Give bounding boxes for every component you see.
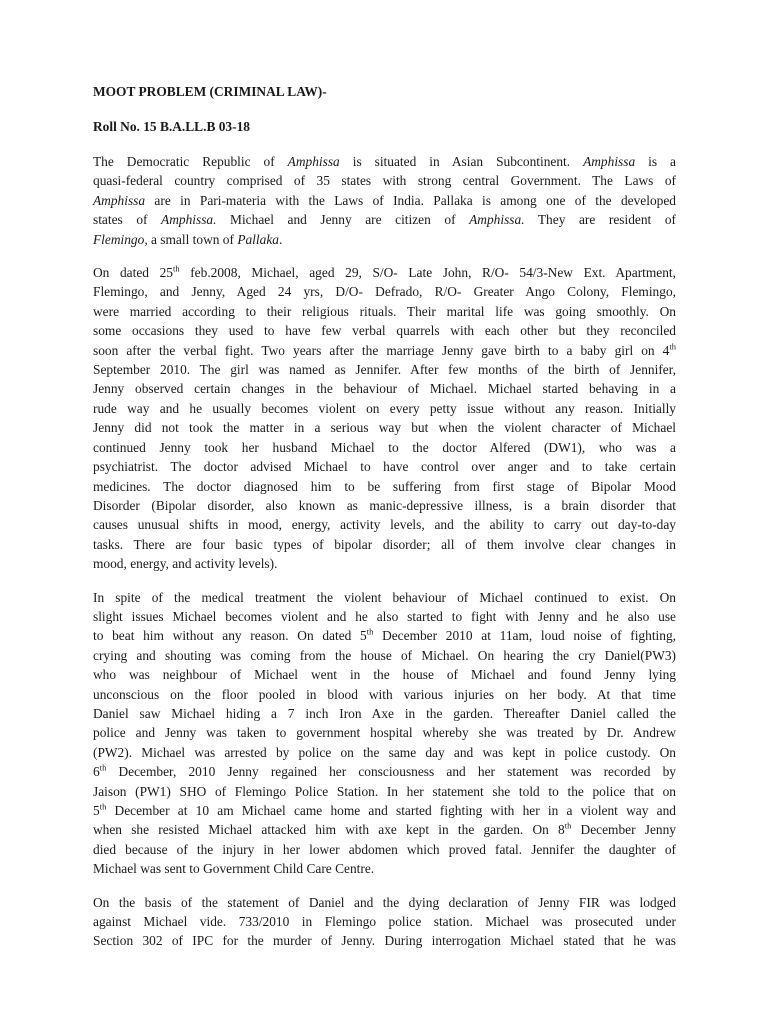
text-run: slight issues Michael becomes violent and he also started to fight with Jenny and he also use (93, 608, 676, 624)
text-line (93, 665, 676, 684)
ordinal-superscript: th (366, 626, 374, 637)
text-run: when she resisted Michael attacked him with axe kept in the garden. On 8 (93, 822, 565, 838)
text-line (93, 704, 676, 723)
text-line (93, 230, 676, 249)
text-line (93, 302, 676, 321)
italic-term: Pallaka (237, 231, 279, 247)
text-line (93, 801, 676, 820)
text-run: died because of the injury in her lower abdomen which proved fatal. Jennifer the daughter of (93, 841, 676, 857)
text-line (93, 191, 676, 210)
text-run: police and Jenny was taken to government hospital whereby she was treated by Dr. Andrew (93, 725, 676, 741)
text-run: On dated 25 (93, 265, 173, 281)
text-run: On the basis of the statement of Daniel and the dying declaration of Jenny FIR was lodged (93, 894, 676, 910)
text-run: Flemingo, and Jenny, Aged 24 yrs, D/O- Defrado, R/O- Greater Ango Colony, Flemingo, (93, 284, 676, 300)
text-run: to beat him without any reason. On dated 5 (93, 628, 367, 644)
text-run: are in Pari-materia with the Laws of India. Pallaka is among one of the developed (145, 192, 676, 208)
text-run: December, 2010 Jenny regained her consciousness and her statement was recorded by (106, 764, 676, 780)
text-run: is situated in Asian Subcontinent. (339, 154, 584, 169)
roll-number: Roll No. 15 B.A.LL.B 03-18 (93, 119, 250, 134)
text-run: Daniel saw Michael hiding a 7 inch Iron Axe in the garden. Thereafter Daniel called the (93, 705, 676, 721)
text-run: . (278, 231, 283, 247)
text-line (93, 893, 676, 912)
text-run: some occasions they used to have few verbal quarrels with each other but they reconciled (93, 323, 676, 339)
text-run: tasks. There are four basic types of bipolar disorder; all of them involve clear changes in (93, 536, 676, 552)
text-run: Jenny did not took the matter in a serious way but when the violent character of Michael (93, 420, 676, 436)
text-line (93, 782, 676, 801)
ordinal-superscript: th (99, 801, 107, 812)
text-run: medicines. The doctor diagnosed him to be suffering from first stage of Bipolar Mood (93, 478, 676, 494)
text-run: crying and shouting was coming from the house of Michael. On hearing the cry Daniel(PW3) (93, 647, 676, 663)
text-line (93, 607, 676, 626)
text-run: feb.2008, Michael, aged 29, S/O- Late John, R/O- 54/3-New Ext. Apartment, (179, 265, 676, 281)
text-run: Section 302 of IPC for the murder of Jenny. During interrogation Michael stated that he was (93, 933, 676, 949)
italic-term: Amphissa. (469, 212, 525, 228)
text-line (93, 646, 676, 665)
text-run: Disorder (Bipolar disorder, also known as manic-depressive illness, is a brain disorder that (93, 497, 676, 513)
italic-term: Amphissa. (161, 212, 217, 228)
text-line (93, 820, 676, 839)
text-run: who was neighbour of Michael went in the house of Michael and found Jenny lying (93, 667, 676, 683)
italic-term: Amphissa (287, 154, 340, 169)
text-line (93, 859, 676, 878)
ordinal-superscript: th (99, 762, 107, 773)
text-run: December at 10 am Michael came home and started fighting with her in a violent way and (106, 803, 676, 818)
text-line (93, 438, 676, 457)
text-line (93, 152, 676, 171)
text-line (93, 685, 676, 704)
text-line (93, 931, 676, 950)
text-line (93, 723, 676, 742)
text-run: Michael was sent to Government Child Care Centre. (93, 861, 375, 877)
text-run: against Michael vide. 733/2010 in Flemingo police station. Michael was prosecuted under (93, 914, 676, 930)
text-run: psychiatrist. The doctor advised Michael to have control over anger and to take certain (93, 459, 676, 475)
text-line (93, 554, 676, 573)
text-line (93, 626, 676, 645)
paragraph (93, 588, 676, 879)
ordinal-superscript: th (669, 341, 676, 352)
text-run: Jaison (PW1) SHO of Flemingo Police Station. In her statement she told to the police that on (93, 783, 676, 799)
text-line (93, 588, 676, 607)
text-run: Jenny observed certain changes in the behaviour of Michael. Michael started behaving in a (93, 381, 676, 397)
text-run: In spite of the medical treatment the violent behaviour of Michael continued to exist. On (93, 589, 676, 605)
document-title: MOOT PROBLEM (CRIMINAL LAW)- (93, 84, 327, 99)
text-run: They are resident of (524, 212, 676, 228)
text-run: states of (93, 212, 162, 228)
text-run: mood, energy, and activity levels). (93, 556, 278, 572)
text-run: is a (635, 154, 676, 169)
text-line (93, 535, 676, 554)
text-line (93, 263, 676, 282)
paragraph (93, 893, 676, 951)
text-line (93, 496, 676, 515)
text-line (93, 840, 676, 859)
text-run: 5 (93, 803, 100, 818)
text-line (93, 379, 676, 398)
italic-term: Flemingo, (93, 231, 148, 247)
document-body (93, 82, 676, 965)
text-run: causes unusual shifts in mood, energy, activity levels, and the ability to carry out day-to-day (93, 517, 676, 533)
ordinal-superscript: th (172, 263, 180, 274)
text-run: December 2010 at 11am, loud noise of fighting, (373, 628, 676, 644)
text-line (93, 912, 676, 931)
text-run: quasi-federal country comprised of 35 states with strong central Government. The Laws of (93, 173, 676, 189)
text-line (93, 743, 676, 762)
text-line (93, 210, 676, 229)
text-line (93, 360, 676, 379)
text-run: The Democratic Republic of (93, 154, 288, 169)
text-run: rude way and he usually becomes violent on every petty issue without any reason. Initially (93, 400, 676, 416)
text-run: were married according to their religious rituals. Their marital life was going smoothly. On (93, 303, 676, 319)
text-line (93, 321, 676, 340)
text-run: continued Jenny took her husband Michael to the doctor Alfered (DW1), who was a (93, 439, 676, 455)
paragraph-list (93, 152, 676, 951)
text-run: a small town of (147, 231, 238, 247)
text-line (93, 457, 676, 476)
text-line (93, 282, 676, 301)
text-line (93, 341, 676, 360)
text-run: September 2010. The girl was named as Jennifer. After few months of the birth of Jennifer, (93, 362, 676, 378)
italic-term: Amphissa (93, 192, 146, 208)
italic-term: Amphissa (583, 154, 636, 169)
paragraph (93, 263, 676, 574)
text-run: 6 (93, 764, 100, 780)
text-line (93, 418, 676, 437)
text-line (93, 399, 676, 418)
text-line (93, 762, 676, 781)
text-line (93, 515, 676, 534)
text-run: soon after the verbal fight. Two years after the marriage Jenny gave birth to a baby girl on 4 (93, 342, 670, 358)
ordinal-superscript: th (564, 820, 572, 831)
text-run: December Jenny (571, 822, 676, 838)
text-run: unconscious on the floor pooled in blood with various injuries on her body. At that time (93, 686, 676, 702)
text-run: (PW2). Michael was arrested by police on the same day and was kept in police custody. On (93, 744, 676, 760)
text-line (93, 477, 676, 496)
text-run: Michael and Jenny are citizen of (216, 212, 470, 228)
text-line (93, 171, 676, 190)
paragraph (93, 152, 676, 249)
